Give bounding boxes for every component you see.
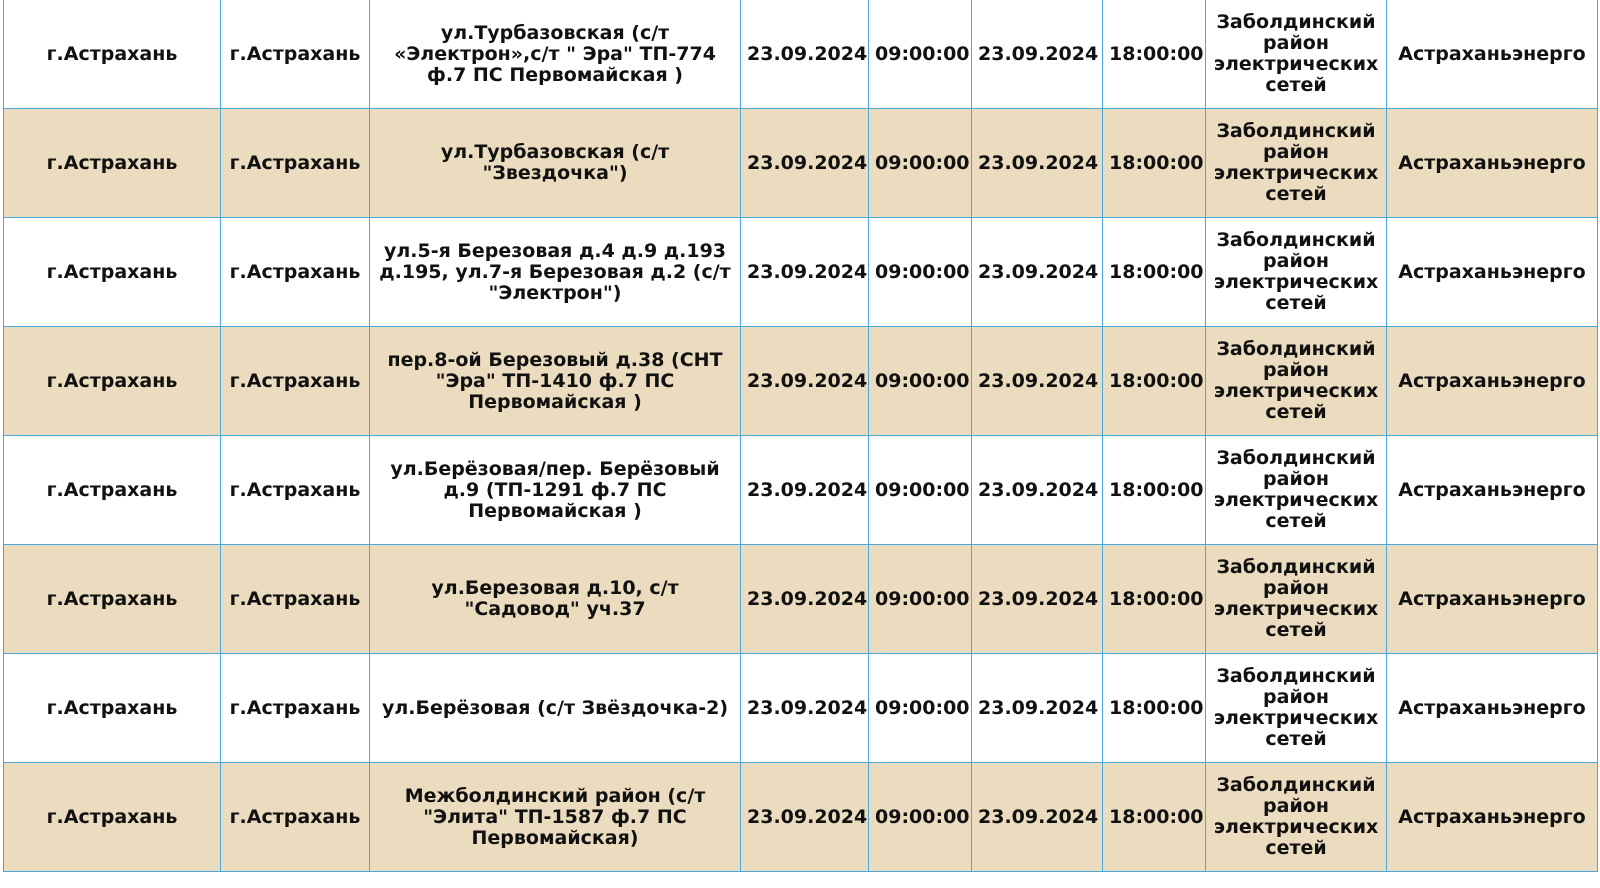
company-cell: Астраханьэнерго — [1387, 0, 1598, 109]
end-date-cell: 23.09.2024 — [972, 327, 1103, 436]
district-cell: Заболдинский район электрических сетей — [1206, 763, 1387, 872]
start-date-cell: 23.09.2024 — [741, 109, 869, 218]
end-time-cell: 18:00:00 — [1103, 436, 1206, 545]
start-date-cell: 23.09.2024 — [741, 436, 869, 545]
address-cell: пер.8-ой Березовый д.38 (СНТ "Эра" ТП-1410 ф.7 ПС Первомайская ) — [370, 327, 741, 436]
locality-cell: г.Астрахань — [221, 545, 370, 654]
city-cell: г.Астрахань — [4, 545, 221, 654]
table-row — [4, 0, 1598, 109]
table-row — [4, 545, 1598, 654]
company-cell: Астраханьэнерго — [1387, 436, 1598, 545]
address-cell: ул.Турбазовская (с/т «Электрон»,с/т " Эра" ТП-774 ф.7 ПС Первомайская ) — [370, 0, 741, 109]
end-date-cell: 23.09.2024 — [972, 763, 1103, 872]
end-date-cell: 23.09.2024 — [972, 218, 1103, 327]
company-cell: Астраханьэнерго — [1387, 109, 1598, 218]
end-time-cell: 18:00:00 — [1103, 0, 1206, 109]
end-date-cell: 23.09.2024 — [972, 545, 1103, 654]
start-date-cell: 23.09.2024 — [741, 545, 869, 654]
locality-cell: г.Астрахань — [221, 218, 370, 327]
address-cell: ул.Березовая д.10, с/т "Садовод" уч.37 — [370, 545, 741, 654]
end-time-cell: 18:00:00 — [1103, 218, 1206, 327]
table-row — [4, 327, 1598, 436]
locality-cell: г.Астрахань — [221, 763, 370, 872]
end-date-cell: 23.09.2024 — [972, 0, 1103, 109]
district-cell: Заболдинский район электрических сетей — [1206, 327, 1387, 436]
start-date-cell: 23.09.2024 — [741, 218, 869, 327]
table-body — [4, 0, 1598, 872]
end-date-cell: 23.09.2024 — [972, 654, 1103, 763]
locality-cell: г.Астрахань — [221, 109, 370, 218]
company-cell: Астраханьэнерго — [1387, 545, 1598, 654]
district-cell: Заболдинский район электрических сетей — [1206, 0, 1387, 109]
start-time-cell: 09:00:00 — [869, 763, 972, 872]
address-cell: ул.Берёзовая/пер. Берёзовый д.9 (ТП-1291 ф.7 ПС Первомайская ) — [370, 436, 741, 545]
outage-schedule-table — [3, 0, 1598, 872]
outage-table-wrapper — [3, 0, 1597, 872]
start-time-cell: 09:00:00 — [869, 545, 972, 654]
company-cell: Астраханьэнерго — [1387, 218, 1598, 327]
end-time-cell: 18:00:00 — [1103, 545, 1206, 654]
city-cell: г.Астрахань — [4, 0, 221, 109]
end-date-cell: 23.09.2024 — [972, 436, 1103, 545]
address-cell: ул.Берёзовая (с/т Звёздочка-2) — [370, 654, 741, 763]
company-cell: Астраханьэнерго — [1387, 763, 1598, 872]
locality-cell: г.Астрахань — [221, 654, 370, 763]
address-cell: ул.Турбазовская (с/т "Звездочка") — [370, 109, 741, 218]
city-cell: г.Астрахань — [4, 218, 221, 327]
start-date-cell: 23.09.2024 — [741, 654, 869, 763]
city-cell: г.Астрахань — [4, 327, 221, 436]
start-date-cell: 23.09.2024 — [741, 327, 869, 436]
city-cell: г.Астрахань — [4, 436, 221, 545]
end-time-cell: 18:00:00 — [1103, 763, 1206, 872]
district-cell: Заболдинский район электрических сетей — [1206, 109, 1387, 218]
locality-cell: г.Астрахань — [221, 0, 370, 109]
start-time-cell: 09:00:00 — [869, 109, 972, 218]
start-date-cell: 23.09.2024 — [741, 0, 869, 109]
start-date-cell: 23.09.2024 — [741, 763, 869, 872]
table-row — [4, 218, 1598, 327]
end-time-cell: 18:00:00 — [1103, 109, 1206, 218]
table-row — [4, 109, 1598, 218]
locality-cell: г.Астрахань — [221, 436, 370, 545]
end-time-cell: 18:00:00 — [1103, 327, 1206, 436]
city-cell: г.Астрахань — [4, 763, 221, 872]
start-time-cell: 09:00:00 — [869, 436, 972, 545]
district-cell: Заболдинский район электрических сетей — [1206, 654, 1387, 763]
address-cell: Межболдинский район (с/т "Элита" ТП-1587 ф.7 ПС Первомайская) — [370, 763, 741, 872]
city-cell: г.Астрахань — [4, 654, 221, 763]
address-cell: ул.5-я Березовая д.4 д.9 д.193 д.195, ул.7-я Березовая д.2 (с/т "Электрон") — [370, 218, 741, 327]
district-cell: Заболдинский район электрических сетей — [1206, 545, 1387, 654]
start-time-cell: 09:00:00 — [869, 654, 972, 763]
table-row — [4, 763, 1598, 872]
table-row — [4, 436, 1598, 545]
district-cell: Заболдинский район электрических сетей — [1206, 436, 1387, 545]
end-date-cell: 23.09.2024 — [972, 109, 1103, 218]
start-time-cell: 09:00:00 — [869, 0, 972, 109]
company-cell: Астраханьэнерго — [1387, 654, 1598, 763]
company-cell: Астраханьэнерго — [1387, 327, 1598, 436]
district-cell: Заболдинский район электрических сетей — [1206, 218, 1387, 327]
end-time-cell: 18:00:00 — [1103, 654, 1206, 763]
locality-cell: г.Астрахань — [221, 327, 370, 436]
start-time-cell: 09:00:00 — [869, 327, 972, 436]
start-time-cell: 09:00:00 — [869, 218, 972, 327]
table-row — [4, 654, 1598, 763]
city-cell: г.Астрахань — [4, 109, 221, 218]
